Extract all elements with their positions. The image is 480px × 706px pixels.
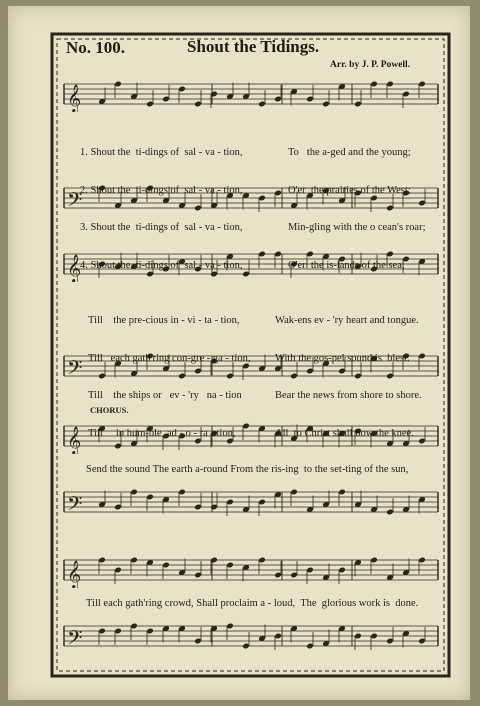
- treble-clef-icon: 𝄞: [67, 254, 82, 282]
- lyric-line: Wak-ens ev - 'ry heart and tongue.: [275, 315, 419, 326]
- hymn-number: No. 100.: [66, 38, 126, 57]
- lyric-line: Min-gling with the o cean's roar;: [288, 222, 426, 233]
- lyric-line: Till each gath'ring con-gre - ga - tion,: [88, 352, 251, 364]
- treble-clef-icon: 𝄞: [67, 426, 82, 454]
- lyric-line: 2. Shout the ti-dings of sal - va - tion,: [80, 184, 243, 196]
- lyric-line: Till the ships or ev - 'ry na - tion: [88, 390, 242, 401]
- chorus-line-1: Send the sound The earth a-round From the ris-ing to the set-ting of the sun,: [86, 464, 409, 475]
- lyric-line: Till the pre-cious in - vi - ta - tion,: [88, 315, 240, 326]
- bass-clef-icon: 𝄢: [67, 492, 83, 520]
- hymn-title: Shout the Tidings.: [187, 37, 320, 56]
- lyric-line: O'er the is-lands of the sea;: [288, 259, 405, 271]
- arranger-credit: Arr. by J. P. Powell.: [330, 60, 411, 70]
- bass-staff-3: [62, 488, 442, 520]
- treble-staff-4: [62, 556, 442, 588]
- lyric-line: 4. Shout the ti-dings of sal - va - tion,: [80, 259, 243, 271]
- lyric-line: Till in hum-ble ad - o - ra - tion,: [88, 427, 236, 439]
- lyric-line: All to Christ shall bow the knee.: [275, 427, 414, 439]
- verse-block-b-right: [275, 290, 422, 453]
- bass-clef-icon: 𝄢: [67, 188, 83, 216]
- lyric-line: O'er the prairies of the West;: [288, 184, 411, 196]
- treble-staff-1: [62, 80, 442, 112]
- chorus-line-2: Till each gath'ring crowd, Shall proclaim a - loud, The glorious work is done.: [86, 598, 419, 609]
- treble-clef-icon: 𝄞: [67, 84, 82, 112]
- bass-clef-icon: 𝄢: [67, 356, 83, 384]
- lyric-line: 3. Shout the ti-dings of sal - va - tion,: [80, 222, 243, 233]
- bass-clef-icon: 𝄢: [67, 626, 83, 654]
- bass-staff-4: [62, 622, 442, 654]
- lyric-line: 1. Shout the ti-dings of sal - va - tion,: [80, 147, 243, 158]
- treble-clef-icon: 𝄞: [67, 560, 82, 588]
- lyric-line: Bear the news from shore to shore.: [275, 390, 422, 401]
- chorus-label: CHORUS.: [90, 405, 129, 415]
- verse-block-b-left: [88, 290, 250, 453]
- lyric-line: To the a-ged and the young;: [288, 147, 411, 158]
- lyric-line: With the gos-pel sound is blest.: [275, 352, 410, 364]
- verse-block-a-left: [80, 122, 242, 285]
- verse-block-a-right: [288, 122, 425, 285]
